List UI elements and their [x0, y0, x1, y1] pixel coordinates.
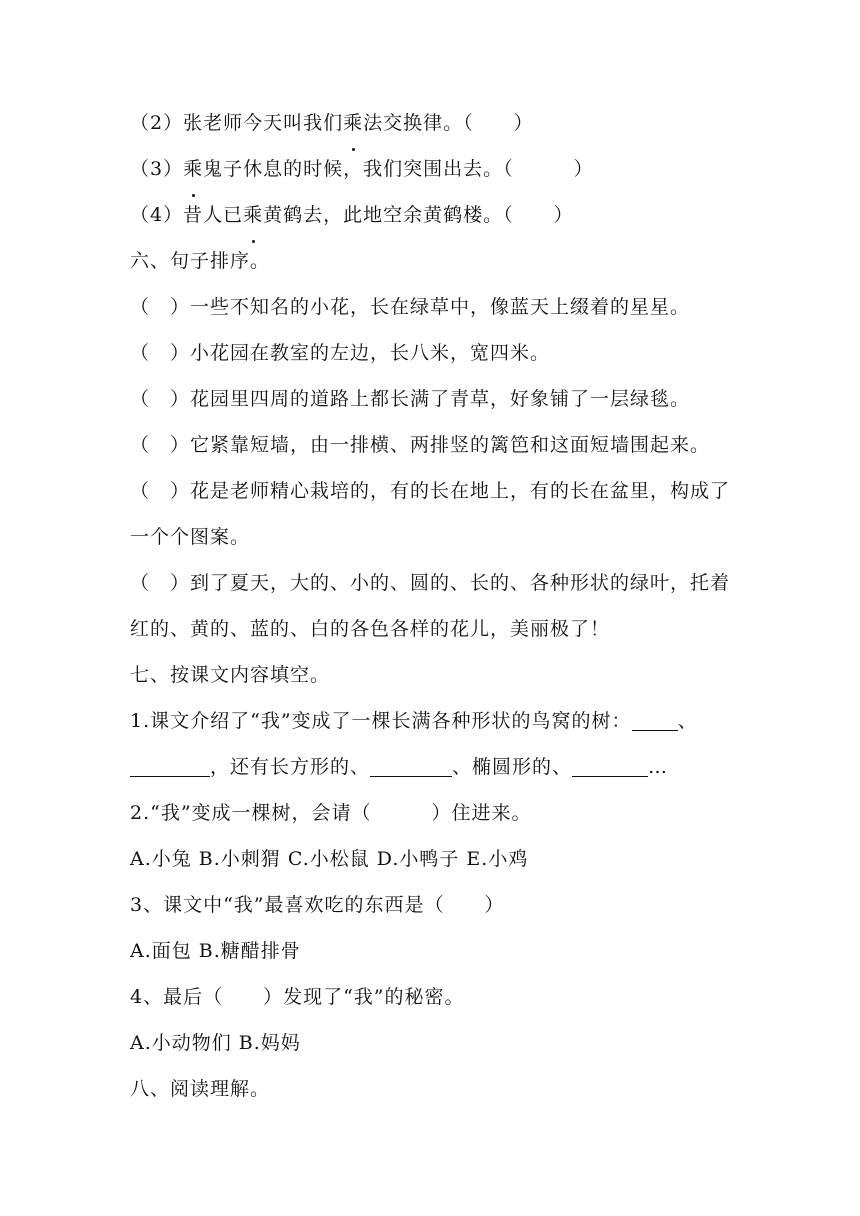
q5-item-3-post: 鬼子休息的时候，我们突围出去。（ ）	[203, 158, 594, 180]
answer-blank-4[interactable]	[572, 756, 648, 777]
q5-item-4-post: 黄鹤去，此地空余黄鹤楼。（ ）	[263, 204, 574, 226]
q6-sentence-4: （ ）它紧靠短墙，由一排横、两排竖的篱笆和这面短墙围起来。	[130, 434, 711, 456]
q7-heading: 七、按课文内容填空。	[130, 664, 331, 686]
q6-sentence-5-line-1: （ ）花是老师精心栽培的，有的长在地上，有的长在盆里，构成了	[130, 480, 731, 502]
q5-item-4-dotted-char: 乘	[243, 192, 263, 238]
q7-item-2-question: 2.“我”变成一棵树，会请（ ）住进来。	[130, 802, 532, 824]
q5-item-3-pre: （3）	[130, 158, 184, 180]
q6-sentence-1: （ ）一些不知名的小花，长在绿草中，像蓝天上缀着的星星。	[130, 296, 691, 318]
q7-item-1-sep-1: ，还有长方形的、	[210, 756, 371, 778]
q5-item-3-dotted-char: 乘	[183, 146, 203, 192]
q6-sentence-2: （ ）小花园在教室的左边，长八米，宽四米。	[130, 342, 551, 364]
q7-item-1-line-1	[130, 698, 740, 744]
answer-blank-2[interactable]	[130, 756, 210, 777]
q5-item-4	[130, 192, 740, 238]
answer-blank-1[interactable]	[632, 710, 678, 731]
q5-item-2-pre: （2）张老师今天叫我们	[130, 112, 344, 134]
q5-item-4-pre: （4）昔人已	[130, 204, 244, 226]
q6-heading: 六、句子排序。	[130, 250, 271, 272]
q7-item-3-question: 3、课文中“我”最喜欢吃的东西是（ ）	[130, 894, 505, 916]
q7-item-3-options: A.面包 B.糖醋排骨	[130, 940, 301, 962]
q7-item-1-line-2-end: …	[648, 756, 669, 778]
answer-blank-3[interactable]	[370, 756, 452, 777]
q6-sentence-5-line-2: 一个个图案。	[130, 526, 251, 548]
worksheet-page	[130, 100, 740, 1112]
q7-item-1-sep-2: 、椭圆形的、	[452, 756, 573, 778]
q6-sentence-3: （ ）花园里四周的道路上都长满了青草，好象铺了一层绿毯。	[130, 388, 691, 410]
q6-sentence-6-line-2: 红的、黄的、蓝的、白的各色各样的花儿，美丽极了！	[130, 618, 611, 640]
q6-sentence-6-line-1: （ ）到了夏天，大的、小的、圆的、长的、各种形状的绿叶，托着	[130, 572, 731, 594]
q5-item-2-dotted-char: 乘	[343, 100, 363, 146]
q7-item-4-question: 4、最后（ ）发现了“我”的秘密。	[130, 986, 465, 1008]
q7-item-1-line-1-end: 、	[677, 710, 698, 732]
q7-item-1-line-2	[130, 744, 740, 790]
q8-heading: 八、阅读理解。	[130, 1078, 271, 1100]
q7-item-4-options: A.小动物们 B.妈妈	[130, 1032, 301, 1054]
q5-item-2	[130, 100, 740, 146]
q5-item-2-post: 法交换律。（ ）	[363, 112, 534, 134]
q7-item-1-text: 1.课文介绍了“我”变成了一棵长满各种形状的鸟窝的树：	[130, 710, 632, 732]
q7-item-2-options: A.小兔 B.小刺猬 C.小松鼠 D.小鸭子 E.小鸡	[130, 848, 529, 870]
q5-item-3	[130, 146, 740, 192]
